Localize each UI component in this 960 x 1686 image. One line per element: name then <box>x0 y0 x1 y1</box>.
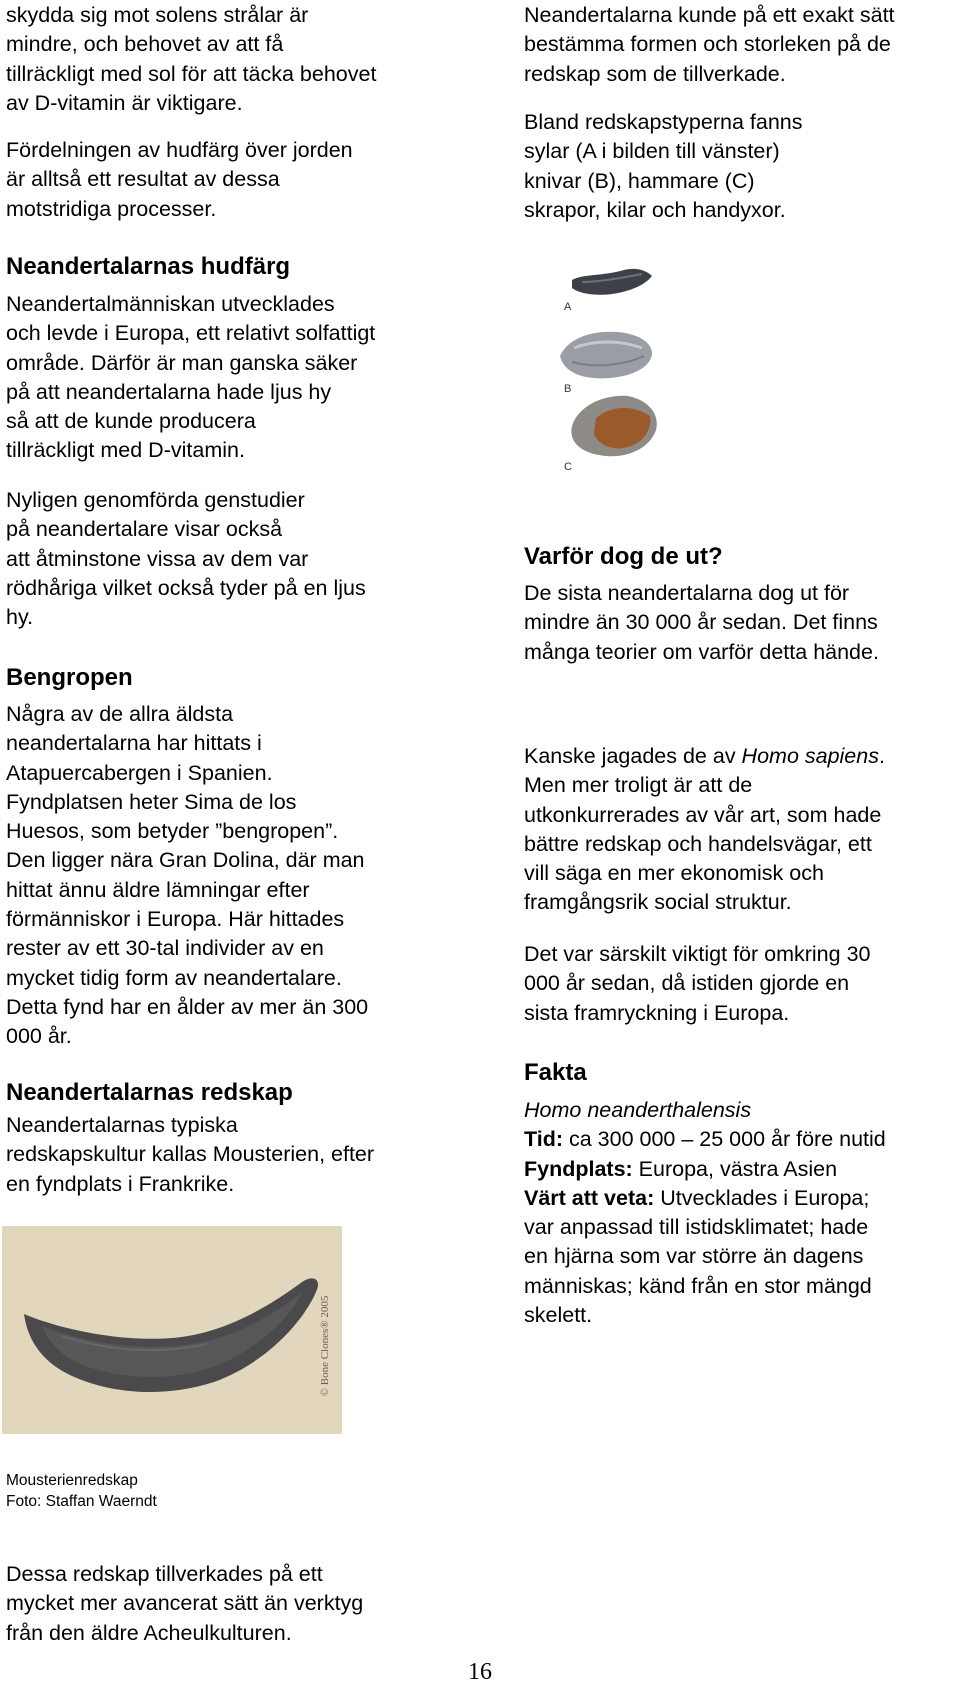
varfor-p2-start: Kanske jagades de av <box>524 744 742 768</box>
fakta-species: Homo neanderthalensis <box>524 1098 752 1122</box>
bengropen-paragraph: Några av de allra äldsta neandertalarna har hittats i Atapuercabergen i Spanien. Fyndplatsen heter Sima de los Huesos, som betyder ”bengropen”. Den ligger nära Gran Dolina, där man hittat ännu äldre lämningar efter förmänniskor i Europa. Här hittades rester av ett 30-tal individer av en mycket tidig form av neandertalare. Detta fynd har en ålder av mer än 300 000 år. <box>6 702 369 1049</box>
bottom-paragraph: Dessa redskap tillverkades på ett mycket mer avancerat sätt än verktyg från den äldre Acheulkulturen. <box>6 1562 364 1645</box>
photo-label-b: B <box>564 383 572 395</box>
heading-bengropen: Bengropen <box>6 664 133 691</box>
photo-label-a: A <box>564 301 572 313</box>
heading-fakta: Fakta <box>524 1059 587 1086</box>
fakta-tid-label: Tid: <box>524 1127 564 1152</box>
mousterien-tool-photo <box>2 1226 342 1434</box>
photo-caption: Mousterienredskap Foto: Staffan Waerndt <box>6 1472 157 1510</box>
heading-redskap: Neandertalarnas redskap <box>6 1079 293 1106</box>
fakta-vart-att-veta <box>524 1184 960 1330</box>
varfor-paragraph-1: De sista neandertalarna dog ut för mindre än 30 000 år sedan. Det finns många teorier om varför detta hände. <box>524 581 879 664</box>
intro-paragraph-2: Fördelningen av hudfärg över jorden är alltså ett resultat av dessa motstridiga processer. <box>6 138 353 221</box>
heading-hudfarg: Neandertalarnas hudfärg <box>6 253 291 280</box>
right-paragraph-2: Bland redskapstyperna fanns sylar (A i bilden till vänster) knivar (B), hammare (C) skrapor, kilar och handyxor. <box>524 110 803 222</box>
right-paragraph-1: Neandertalarna kunde på ett exakt sätt bestämma formen och storleken på de redskap som de tillverkade. <box>524 3 895 86</box>
varfor-paragraph-3: Det var särskilt viktigt för omkring 30 000 år sedan, då istiden gjorde en sista framryckning i Europa. <box>524 942 871 1025</box>
photo-watermark: © Bone Clones® 2005 <box>319 1295 331 1397</box>
fakta-fyndplats <box>524 1155 960 1184</box>
fakta-vart-value: Utvecklades i Europa; var anpassad till istidsklimatet; hade en hjärna som var större än dagens människas; känd från en stor mängd skelett. <box>524 1185 872 1328</box>
tools-abc-photo <box>524 248 670 513</box>
heading-varfor: Varför dog de ut? <box>524 543 723 570</box>
hudfarg-paragraph-2: Nyligen genomförda genstudier på neandertalare visar också att åtminstone vissa av dem var rödhåriga vilket också tyder på en ljus hy. <box>6 488 366 630</box>
fakta-fyndplats-label: Fyndplats: <box>524 1156 633 1181</box>
fakta-vart-label: Värt att veta: <box>524 1185 655 1210</box>
homo-sapiens-term: Homo sapiens <box>741 744 879 768</box>
varfor-p2-rest: . Men mer troligt är att de utkonkurrerades av vår art, som hade bättre redskap och handelsvägar, ett vill säga en mer ekonomisk och framgångsrik social struktur. <box>524 744 885 915</box>
varfor-paragraph-2 <box>524 742 885 918</box>
fakta-tid-value: ca 300 000 – 25 000 år före nutid <box>563 1127 886 1152</box>
intro-paragraph-1: skydda sig mot solens strålar är mindre, och behovet av att få tillräckligt med sol för att täcka behovet av D-vitamin är viktigare. <box>6 3 377 115</box>
page-number: 16 <box>468 1659 492 1685</box>
fakta-fyndplats-value: Europa, västra Asien <box>632 1156 838 1181</box>
fakta-tid <box>524 1125 960 1154</box>
fakta-box <box>524 1096 960 1330</box>
photo-label-c: C <box>564 461 572 473</box>
redskap-paragraph: Neandertalarnas typiska redskapskultur kallas Mousterien, efter en fyndplats i Frankrike. <box>6 1113 375 1196</box>
hudfarg-paragraph-1: Neandertalmänniskan utvecklades och levde i Europa, ett relativt solfattigt område. Därför är man ganska säker på att neandertalarna hade ljus hy så att de kunde producera tillräckligt med D-vitamin. <box>6 292 376 463</box>
